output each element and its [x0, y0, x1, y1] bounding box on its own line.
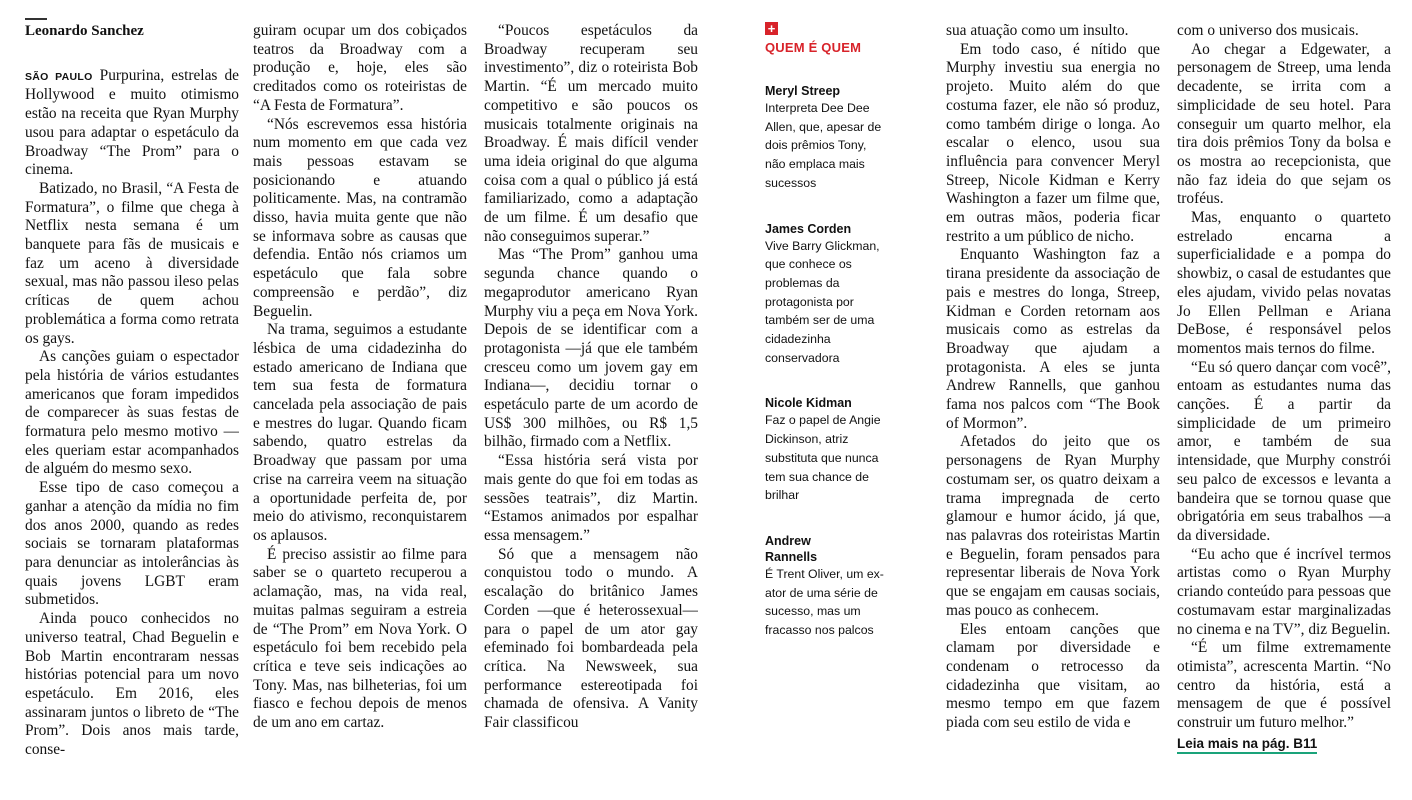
plus-icon: +: [765, 22, 778, 35]
sidebar-title: QUEM É QUEM: [765, 40, 862, 55]
paragraph: “É um filme extremamente otimista”, acrescenta Martin. “No centro da história, está a mensagem de que é possível construir um futuro melhor.”: [1177, 639, 1391, 732]
paragraph-text: Purpurina, estrelas de Hollywood e muito otimismo estão na receita que Ryan Murphy usou para adaptar o espetáculo da Broadway “The Prom” para o cinema.: [25, 66, 239, 179]
cast-name: James Corden: [765, 221, 852, 236]
cast-description: Faz o papel de Angie Dickinson, atriz substituta que nunca tem sua chance de brilhar: [765, 413, 881, 503]
paragraph: Batizado, no Brasil, “A Festa de Formatura”, o filme que chega à Netflix nesta semana é um banquete para fãs de musicais e faz um aceno à diversidade sexual, mas não passou ileso pelas críticas de quem achou problemática a forma como retrata os gays.: [25, 179, 239, 347]
paragraph: Mas, enquanto o quarteto estrelado encarna a superficialidade e a pompa do showbiz, o casal de estudantes que eles ajudam, vivido pelas novatas Jo Ellen Pellman e Ariana DeBose, é responsável pelos momentos mais ternos do filme.: [1177, 209, 1391, 357]
paragraph: Afetados do jeito que os personagens de Ryan Murphy costumam ser, os quatro deixam a trama impregnada de certo glamour e humor ácido, já que, nas palavras dos roteiristas Martin e Beguelin, foram pensados para representar liberais de Nova York que se engajam em causas sociais, mas pouco as conhecem.: [946, 433, 1160, 619]
cast-name: Nicole Kidman: [765, 396, 852, 411]
paragraph: Eles entoam canções que clamam por diversidade e condenam o retrocesso da cidadezinha que visitam, ao mesmo tempo em que fazem piada com seu estilo de vida e: [946, 620, 1160, 732]
cast-entry: [765, 83, 913, 193]
paragraph: Ainda pouco conhecidos no universo teatral, Chad Beguelin e Bob Martin encontraram nessas histórias potencial para um novo espetáculo. Em 2016, eles assinaram juntos o libreto de “The Prom”. Dois anos mais tarde, conse-: [25, 610, 239, 759]
paragraph: sua atuação como um insulto.: [946, 22, 1129, 39]
column-5: [1177, 22, 1391, 762]
cast-name: Andrew Rannells: [765, 533, 818, 564]
paragraph: “Poucos espetáculos da Broadway recuperam seu investimento”, diz o roteirista Bob Martin. “É um mercado muito competitivo e são poucos os musicais totalmente originais na Broadway. É mais difícil vender uma ideia original do que alguma coisa com a qual o público já está familiarizado, como a adaptação de um filme. É um desafio que não conseguimos superar.”: [484, 22, 698, 245]
paragraph: “Eu acho que é incrível termos artistas como o Ryan Murphy criando conteúdo para pessoas que costumavam estar marginalizadas no cinema e na TV”, diz Beguelin.: [1177, 545, 1391, 638]
cast-name: Meryl Streep: [765, 84, 841, 98]
cast-entry: [765, 395, 913, 505]
dateline: SÃO PAULO: [25, 70, 93, 83]
paragraph: Em todo caso, é nítido que Murphy investiu sua energia no projeto. Muito além do que costuma fazer, ele não só produz, como também dirige o longa. Ao escalar o elenco, usou sua influência para convencer Meryl Streep, Nicole Kidman e Kerry Washington a fazer um filme que, em outras mãos, poderia ficar restrito a um público de nicho.: [946, 40, 1160, 245]
paragraph: “Eu só quero dançar com você”, entoam as estudantes numa das canções. É a partir da simplicidade de um primeiro amor, e também de sua intensidade, que Murphy constrói seu palco de excessos e levanta a bandeira que se tornou quase que obrigatória em seus trabalhos —a da diversidade.: [1177, 358, 1391, 544]
paragraph: Esse tipo de caso começou a ganhar a atenção da mídia no fim dos anos 2000, quando as redes sociais se tornaram plataformas para denunciar as intolerâncias às quais jovens LGBT eram submetidos.: [25, 479, 239, 609]
column-4: [946, 22, 1160, 762]
paragraph: com o universo dos musicais.: [1177, 22, 1359, 39]
paragraph: Na trama, seguimos a estudante lésbica de uma cidadezinha do estado americano de Indiana que tem sua festa de formatura cancelada pela associação de pais e mestres do lugar. Quando ficam sabendo, quatro estrelas da Broadway que passam por uma crise na carreira veem na situação a oportunidade perfeita de, por meio do ativismo, reconquistarem os aplausos.: [253, 321, 467, 544]
byline-rule: [25, 18, 47, 20]
cast-entry: [765, 221, 913, 368]
paragraph: Ao chegar a Edgewater, a personagem de Streep, uma lenda decadente, se irrita com a simplicidade de seu hotel. Para conseguir um quarto melhor, ela tira dois prêmios Tony da bolsa e os mostra ao recepcionista, que não faz ideia do que sejam os troféus.: [1177, 40, 1391, 208]
paragraph: “Essa história será vista por mais gente do que foi em todas as sessões teatrais”, diz Martin. “Estamos animados por espalhar essa mensagem.”: [484, 452, 698, 544]
cast-description: Interpreta Dee Dee Allen, que, apesar de dois prêmios Tony, não emplaca mais sucessos: [765, 101, 882, 190]
paragraph: “Nós escrevemos essa história num momento em que cada vez mais pessoas estavam se posicionando e atuando politicamente. Mas, na contramão disso, havia muita gente que não se informava sobre as causas que defendia. Então nós criamos um espetáculo que fala sobre compreensão e perdão”, diz Beguelin.: [253, 115, 467, 320]
cast-description: Vive Barry Glickman, que conhece os problemas da protagonista por também ser de uma cidadezinha conservadora: [765, 238, 880, 365]
paragraph: As canções guiam o espectador pela história de vários estudantes americanos que foram impedidos de comparecer às suas festas de formatura pelo mesmo motivo —eles queriam estar acompanhados de alguém do mesmo sexo.: [25, 348, 239, 478]
paragraph: É preciso assistir ao filme para saber se o quarteto recuperou a aclamação, mas, na vida real, muitas palmas seguiram a estreia de “The Prom” em Nova York. O espetáculo foi bem recebido pela crítica e teve seis indicações ao Tony. Mas, nas bilheterias, foi um fiasco e fechou depois de menos de um ano em cartaz.: [253, 545, 467, 732]
paragraph: Enquanto Washington faz a tirana presidente da associação de pais e mestres do longa, Streep, Kidman e Corden retornam aos musicais como as estrelas da Broadway que ajudam a protagonista. A eles se junta Andrew Rannells, que ganhou fama nos palcos com “The Book of Mormon”.: [946, 246, 1160, 432]
paragraph: guiram ocupar um dos cobiçados teatros da Broadway com a produção e, hoje, eles são creditados como os roteiristas de “A Festa de Formatura”.: [253, 22, 467, 114]
who-is-who-sidebar: [763, 22, 913, 762]
cast-entry: [765, 533, 913, 640]
paragraph: [25, 67, 239, 180]
column-2: [253, 22, 467, 762]
byline: Leonardo Sanchez: [25, 23, 144, 39]
paragraph: Mas “The Prom” ganhou uma segunda chance quando o megaprodutor americano Ryan Murphy viu a peça em Nova York. Depois de se identificar com a protagonista —já que ele também cresceu como um jovem gay em Indiana—, decidiu tornar o espetáculo parte de um acordo de US$ 300 milhões, ou R$ 1,5 bilhão, firmado com a Netflix.: [484, 246, 698, 451]
read-more-link[interactable]: Leia mais na pág. B11: [1177, 736, 1317, 754]
cast-description: É Trent Oliver, um ex-ator de uma série de sucesso, mas um fracasso nos palcos: [765, 566, 884, 638]
paragraph: Só que a mensagem não conquistou todo o mundo. A escalação do britânico James Corden —que é heterossexual— para o papel de um ator gay efeminado foi bombardeada pela crítica. Na Newsweek, sua performance estereotipada foi chamada de ofensiva. A Vanity Fair classificou: [484, 545, 698, 732]
column-1: [25, 22, 239, 762]
column-3: [484, 22, 698, 762]
